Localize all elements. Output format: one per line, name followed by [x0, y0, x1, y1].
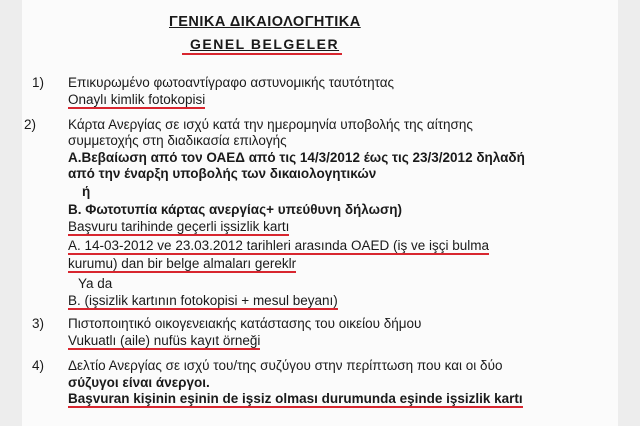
item2-turkish-intro	[68, 219, 289, 235]
item2-turkish-a-line1-text: A. 14-03-2012 ve 23.03.2012 tarihleri arasında OAED (iş ve işçi bulma	[68, 238, 489, 253]
title-turkish: GENEL BELGELER	[190, 36, 340, 52]
item2-turkish-or: Ya da	[78, 276, 113, 291]
item4-turkish	[68, 391, 523, 407]
item2-turkish-intro-text: Başvuru tarihinde geçerli işsizlik kartı	[68, 219, 290, 234]
item2-greek-line2: συμμετοχής στη διαδικασία επιλογής	[68, 133, 287, 148]
item4-greek-line2: σύζυγοι είναι άνεργοι.	[68, 375, 210, 390]
title-greek: ΓΕΝΙΚΑ ΔΙΚΑΙΟΛΟΓΗΤΙΚΑ	[169, 14, 361, 30]
item3-greek: Πιστοποιητικό οικογενειακής κατάστασης του οικείου δήμου	[68, 316, 422, 331]
item3-turkish-text: Vukuatlı (aile) nufüs kayıt örneği	[68, 333, 261, 348]
item2-turkish-a-line2-text: kurumu) dan bir belge almaları gereklr	[68, 256, 297, 271]
item2-turkish-b	[68, 293, 338, 309]
item2-or-greek: ή	[82, 184, 91, 199]
item4-greek-line1	[68, 358, 502, 374]
item1-turkish	[68, 92, 205, 108]
item1-greek: Επικυρωμένο φωτοαντίγραφο αστυνομικής ταυτότητας	[68, 75, 395, 90]
item3-turkish	[68, 333, 260, 349]
item4-greek-line1-text: Δελτίο Ανεργίας σε ισχύ του/της συζύγου στην περίπτωση που και οι δύο	[68, 358, 503, 373]
item-number: 2)	[24, 117, 37, 132]
item2-turkish-a-line2	[68, 256, 296, 272]
item2-greek-line1: Κάρτα Ανεργίας σε ισχύ κατά την ημερομηνία υποβολής της αίτησης	[68, 117, 473, 132]
item-number: 4)	[32, 358, 45, 373]
item1-turkish-text: Onaylı kimlik fotokopisi	[68, 92, 206, 107]
title-underline	[182, 53, 342, 55]
item-number: 1)	[32, 75, 45, 90]
item2-option-a-line2: από την έναρξη υποβολής των δικαιολογητικών	[68, 166, 377, 181]
item2-turkish-a-line1	[68, 238, 489, 254]
item2-turkish-b-text: B. (işsizlik kartının fotokopisi + mesul beyanı)	[68, 293, 338, 308]
item4-turkish-text: Başvuran kişinin eşinin de işsiz olması durumunda eşinde işsizlik kartı	[68, 391, 523, 406]
item-number: 3)	[32, 316, 45, 331]
item2-option-a-line1: Α.Βεβαίωση από τον ΟΑΕΔ από τις 14/3/2012 έως τις 23/3/2012 δηλαδή	[68, 150, 525, 165]
item2-option-b: Β. Φωτοτυπία κάρτας ανεργίας+ υπεύθυνη δήλωση)	[68, 202, 403, 217]
document-page	[22, 0, 618, 426]
